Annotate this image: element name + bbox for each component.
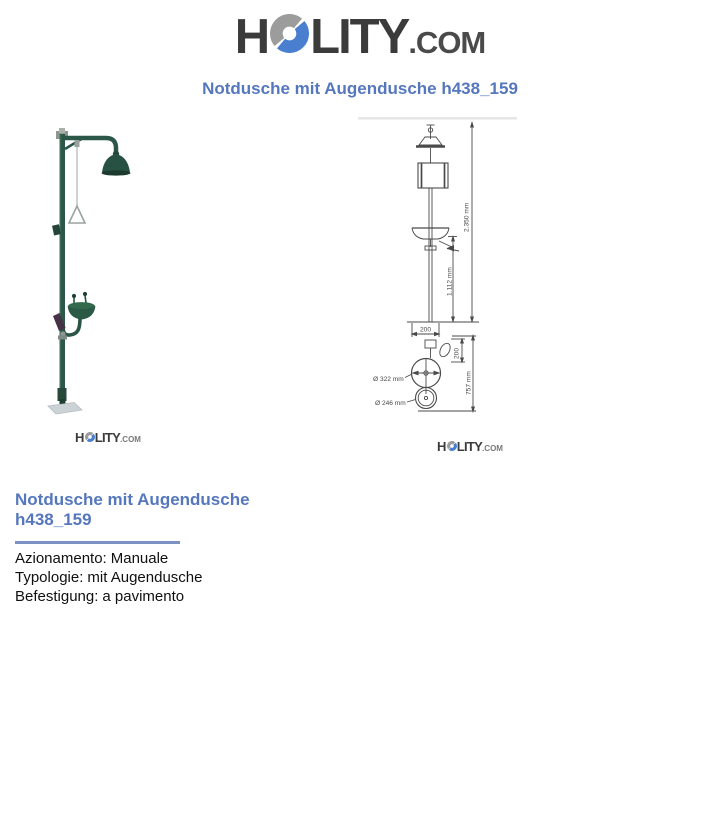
drawing-watermark xyxy=(437,440,503,453)
emergency-shower-photo xyxy=(30,122,190,440)
holity-logo-link[interactable] xyxy=(234,10,486,64)
spec-row-typologie xyxy=(15,568,345,587)
spec-label: Typologie: xyxy=(15,569,84,586)
product-title-line2: h438_159 xyxy=(15,510,92,529)
dim-basin-height-label: 1.112 mm xyxy=(446,267,454,296)
product-details xyxy=(15,490,345,606)
spec-value: mit Augendusche xyxy=(87,569,203,586)
dim-offset-depth-label: 200 xyxy=(453,347,461,359)
dim-basin-diameter-label: Ø 322 mm xyxy=(373,376,404,383)
spec-label: Befestigung: xyxy=(15,588,99,605)
dim-lower-height-label: 757 mm xyxy=(465,371,473,395)
logo-suffix: LITY xyxy=(310,10,409,64)
watermark-prefix: H xyxy=(437,439,446,454)
dim-head-diameter-label: Ø 246 mm xyxy=(375,400,406,407)
watermark-suffix: LITY xyxy=(456,439,483,454)
page-title: Notdusche mit Augendusche h438_159 xyxy=(202,79,518,98)
header xyxy=(0,10,720,64)
technical-drawing xyxy=(355,110,520,462)
product-title xyxy=(15,490,345,530)
spec-row-befestigung xyxy=(15,587,345,606)
logo-prefix: H xyxy=(234,10,269,64)
logo-tld: .COM xyxy=(408,25,486,60)
holity-o-icon xyxy=(85,432,95,442)
product-title-line1: Notdusche mit Augendusche xyxy=(15,490,250,509)
title-divider xyxy=(15,541,180,544)
spec-row-azionamento xyxy=(15,549,345,568)
spec-value: Manuale xyxy=(110,550,169,567)
photo-watermark xyxy=(75,431,141,444)
holity-o-icon xyxy=(447,441,457,451)
watermark-suffix: LITY xyxy=(94,430,121,445)
product-photo-figure xyxy=(30,122,190,457)
spec-label: Azionamento: xyxy=(15,550,107,567)
spec-value: a pavimento xyxy=(102,588,185,605)
watermark-tld: .COM xyxy=(482,444,503,453)
technical-drawing-figure xyxy=(355,110,520,462)
holity-o-icon xyxy=(270,14,309,53)
dim-offset-width-label: 200 xyxy=(419,326,432,334)
watermark-prefix: H xyxy=(75,430,84,445)
watermark-tld: .COM xyxy=(120,435,141,444)
dim-total-height-label: 2.350 mm xyxy=(463,202,471,232)
